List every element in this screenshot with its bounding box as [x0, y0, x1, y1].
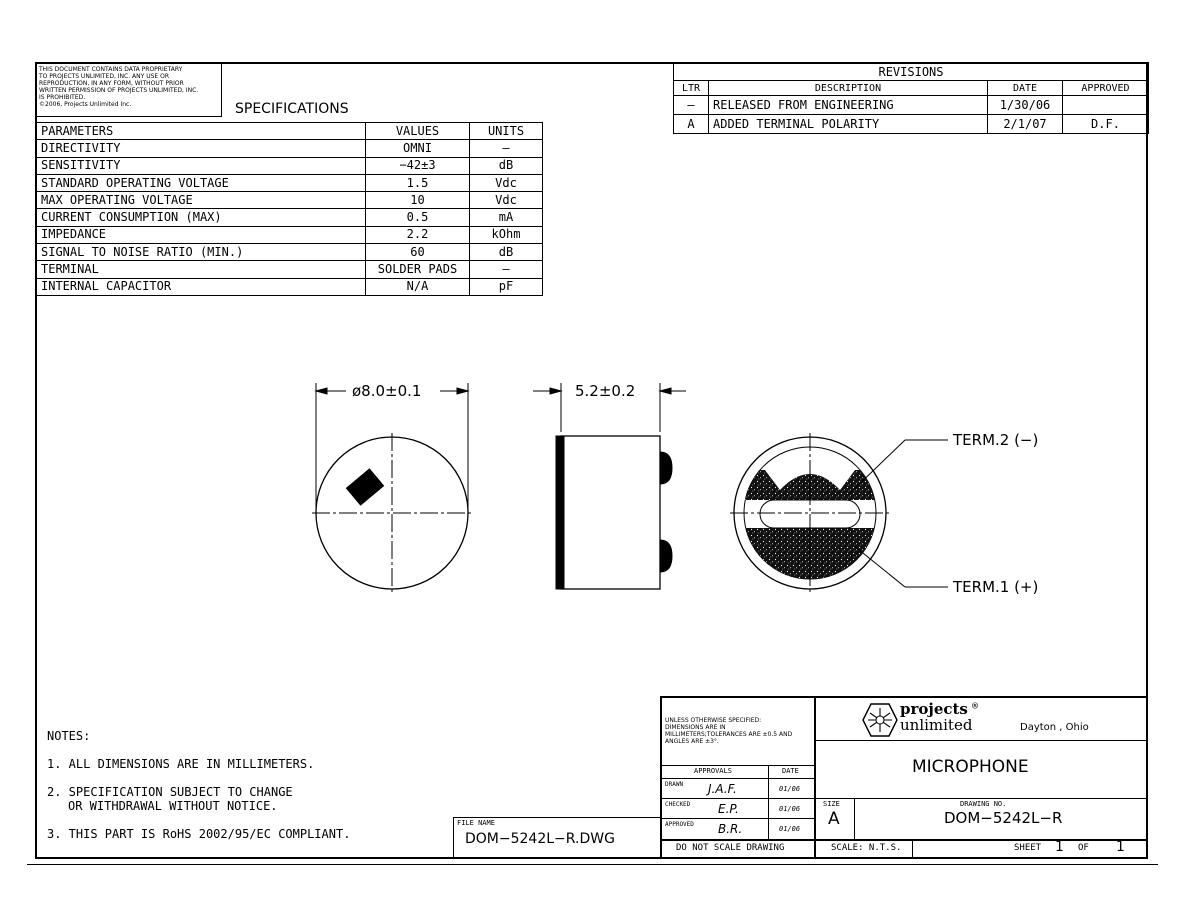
rev-description: ADDED TERMINAL POLARITY [709, 115, 988, 134]
tolerance-line: MILLIMETERS;TOLERANCES ARE ±0.5 AND [665, 731, 793, 738]
size-value: A [828, 809, 840, 829]
spec-param: SENSITIVITY [37, 157, 366, 174]
tb-hline-approvals [662, 765, 814, 766]
term2-label: TERM.2 (−) [953, 431, 1039, 449]
spec-value: 60 [366, 244, 470, 261]
drawn-label: DRAWN [665, 781, 684, 788]
notice-line: TO PROJECTS UNLIMITED, INC. ANY USE OR [39, 73, 169, 80]
checked-date: 01/06 [779, 805, 801, 813]
spec-value: OMNI [366, 140, 470, 157]
tb-vline-date [768, 765, 769, 839]
spec-unit: pF [470, 278, 543, 295]
tb-hline-bottom [662, 839, 1148, 841]
spec-value: 0.5 [366, 209, 470, 226]
spec-unit: kOhm [470, 226, 543, 243]
spec-unit: — [470, 140, 543, 157]
side-view-body [561, 436, 660, 589]
tb-vline-scale [912, 840, 913, 858]
rev-date: 1/30/06 [988, 96, 1063, 115]
side-view [533, 383, 686, 589]
spec-param: IMPEDANCE [37, 226, 366, 243]
rev-ltr: A [674, 115, 709, 134]
tb-vline-1 [814, 696, 816, 858]
rev-date: 2/1/07 [988, 115, 1063, 134]
term1-label: TERM.1 (+) [953, 578, 1039, 596]
spec-param: CURRENT CONSUMPTION (MAX) [37, 209, 366, 226]
solder-pad-lower [660, 540, 672, 572]
spec-param: DIRECTIVITY [37, 140, 366, 157]
file-name: DOM−5242L−R.DWG [465, 831, 615, 847]
tb-hline-checked [662, 798, 814, 799]
arrow-right [457, 388, 468, 394]
tolerance-line: DIMENSIONS ARE IN [665, 724, 726, 731]
spec-param: TERMINAL [37, 261, 366, 278]
drawing-title: MICROPHONE [912, 757, 1029, 777]
notice-line: WRITTEN PERMISSION OF PROJECTS UNLIMITED, INC. [39, 87, 199, 94]
notice-line: REPRODUCTION, IN ANY FORM, WITHOUT PRIOR [39, 80, 184, 87]
spec-value: N/A [366, 278, 470, 295]
sheet-number: 1 [1055, 839, 1064, 855]
notes-heading: NOTES: [47, 729, 91, 743]
company-location: Dayton , Ohio [1020, 722, 1089, 733]
rev-header-approved: APPROVED [1063, 81, 1149, 96]
company-name-line2: unlimited [900, 716, 973, 734]
approved-date: 01/06 [779, 825, 801, 833]
date-header: DATE [782, 767, 799, 775]
spec-param: MAX OPERATING VOLTAGE [37, 192, 366, 209]
of-label: OF [1078, 843, 1089, 853]
top-view-body [316, 437, 468, 589]
note-3: 3. THIS PART IS RoHS 2002/95/EC COMPLIANT. [47, 827, 351, 841]
rev-ltr: — [674, 96, 709, 115]
drawn-by: J.A.F. [708, 782, 737, 796]
approved-by: B.R. [718, 822, 743, 836]
sheet-total: 1 [1116, 839, 1125, 855]
spec-value: 1.5 [366, 174, 470, 191]
company-logo-icon [862, 703, 898, 737]
spec-unit: Vdc [470, 174, 543, 191]
do-not-scale: DO NOT SCALE DRAWING [676, 843, 785, 853]
drawn-date: 01/06 [779, 785, 801, 793]
scale-value: SCALE: N.T.S. [831, 843, 902, 853]
rev-description: RELEASED FROM ENGINEERING [709, 96, 988, 115]
spec-value: 10 [366, 192, 470, 209]
approvals-header: APPROVALS [694, 767, 732, 775]
spec-param: STANDARD OPERATING VOLTAGE [37, 174, 366, 191]
drawing-number: DOM−5242L−R [944, 809, 1063, 827]
tolerance-line: ANGLES ARE ±3°. [665, 738, 719, 745]
diameter-dimension: ø8.0±0.1 [352, 382, 422, 400]
drawing-no-label: DRAWING NO. [960, 800, 1007, 808]
notice-line: THIS DOCUMENT CONTAINS DATA PROPRIETARY [39, 66, 183, 73]
file-name-label: FILE NAME [457, 819, 495, 827]
spec-header-units: UNITS [470, 123, 543, 140]
revisions-title: REVISIONS [674, 63, 1149, 81]
size-label: SIZE [823, 800, 840, 808]
tb-hline-title [816, 798, 1148, 799]
spec-param: INTERNAL CAPACITOR [37, 278, 366, 295]
spec-unit: — [470, 261, 543, 278]
rev-header-date: DATE [988, 81, 1063, 96]
tolerance-note [665, 717, 792, 745]
notice-line: IS PROHIBITED. [39, 94, 86, 101]
tolerance-line: UNLESS OTHERWISE SPECIFIED: [665, 717, 762, 724]
sheet-label: SHEET [1014, 843, 1042, 853]
checked-by: E.P. [718, 802, 739, 816]
spec-unit: dB [470, 157, 543, 174]
height-dimension: 5.2±0.2 [575, 382, 636, 400]
spec-param: SIGNAL TO NOISE RATIO (MIN.) [37, 244, 366, 261]
tb-hline-approved [662, 818, 814, 819]
company-name-line1: projects [900, 700, 968, 718]
spec-unit: Vdc [470, 192, 543, 209]
spec-unit: dB [470, 244, 543, 261]
tb-hline-drawn [662, 778, 814, 779]
side-view-rim [556, 436, 564, 589]
spec-value: −42±3 [366, 157, 470, 174]
rev-header-ltr: LTR [674, 81, 709, 96]
bottom-view [730, 433, 948, 593]
spec-value: 2.2 [366, 226, 470, 243]
checked-label: CHECKED [665, 801, 691, 808]
notice-line: ©2006, Projects Unlimited Inc. [39, 101, 132, 108]
spec-value: SOLDER PADS [366, 261, 470, 278]
approved-label: APPROVED [665, 821, 694, 828]
note-1: 1. ALL DIMENSIONS ARE IN MILLIMETERS. [47, 757, 315, 771]
spec-unit: mA [470, 209, 543, 226]
rev-header-description: DESCRIPTION [709, 81, 988, 96]
tb-vline-size [854, 798, 855, 840]
note-2: 2. SPECIFICATION SUBJECT TO CHANGE [47, 785, 293, 799]
top-view-marker [346, 469, 383, 505]
spec-header-parameters: PARAMETERS [37, 123, 366, 140]
arrow-left [316, 388, 327, 394]
tb-hline-company [816, 740, 1148, 741]
top-view [312, 383, 472, 593]
rev-approved: D.F. [1063, 115, 1149, 134]
specifications-title: SPECIFICATIONS [235, 101, 349, 117]
note-2-continued: OR WITHDRAWAL WITHOUT NOTICE. [68, 799, 278, 813]
spec-header-values: VALUES [366, 123, 470, 140]
solder-pad-upper [660, 452, 672, 484]
company-registered-mark: ® [972, 701, 979, 712]
